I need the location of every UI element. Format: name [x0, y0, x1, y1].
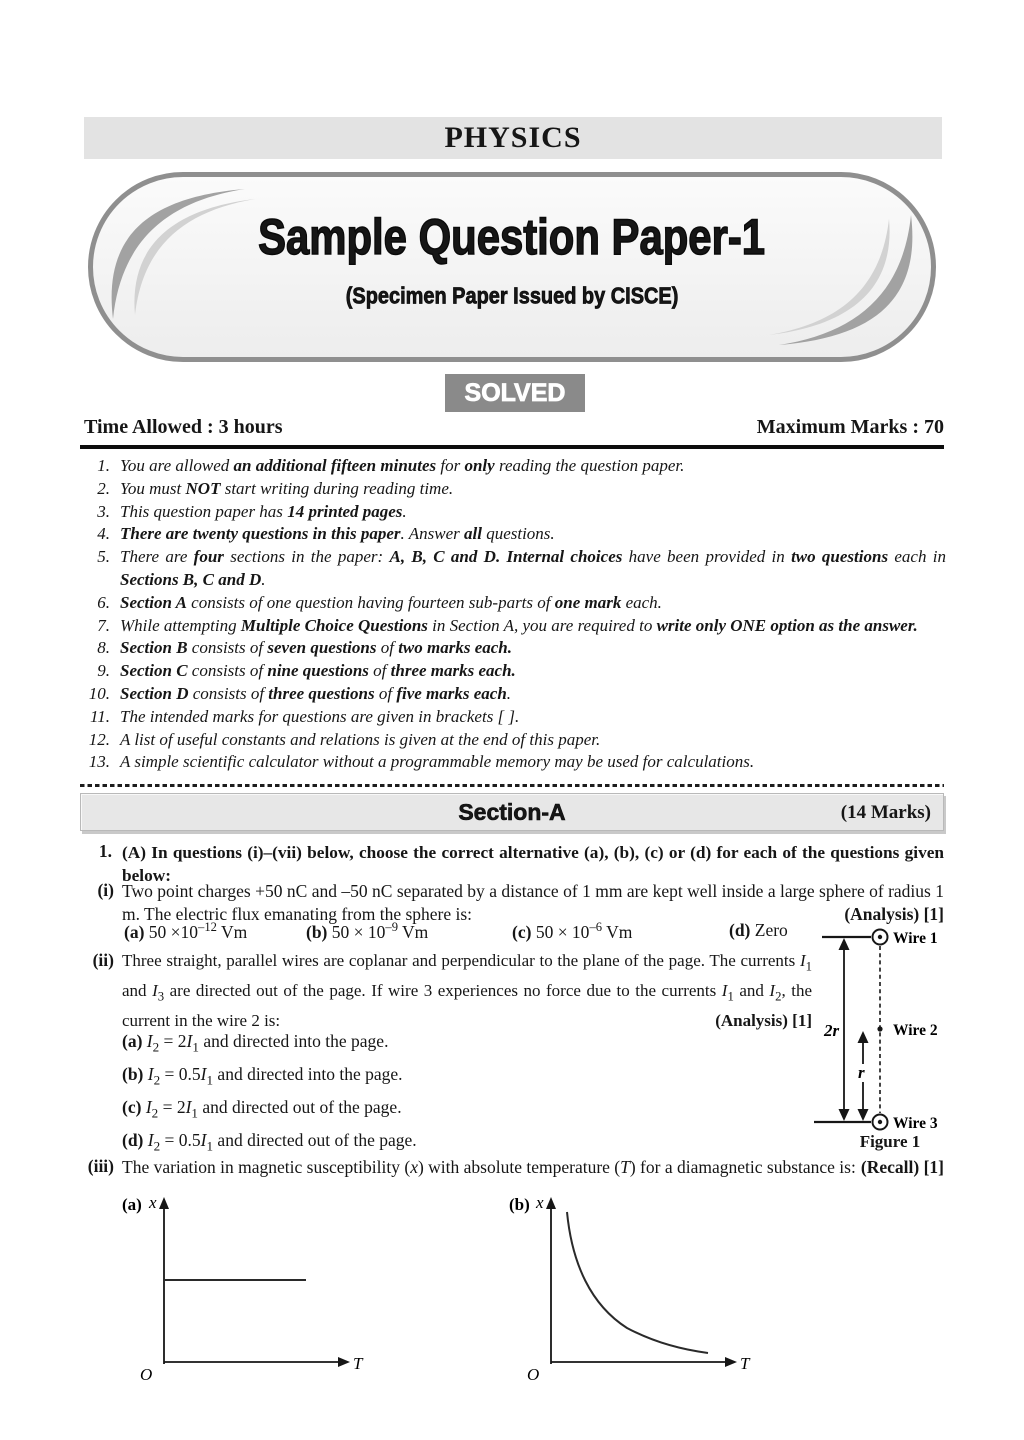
graph-option-a [118, 1192, 368, 1392]
maximum-marks: Maximum Marks : 70 [756, 416, 944, 438]
question-i-text: Two point charges +50 nC and –50 nC separated by a distance of 1 mm are kept well inside a large sphere of radius 1 m. The electric flux emanating from the sphere is: (Analysis) [1] [122, 881, 944, 924]
option-a: (a) $I_2 = 2I_1$ and directed into the page. [122, 1031, 389, 1055]
graph-option-b [505, 1192, 755, 1392]
question-1-header: (A) In questions (i)–(vii) below, choose the correct alternative (a), (b), (c) or (d) for each of the questions given below: [122, 843, 944, 885]
question-iii-skill-tag: (Recall) [1] [860, 1157, 944, 1177]
wire3-label: Wire 3 [893, 1115, 938, 1132]
option-c: (c) $50 \times 10^{-6}$ Vm [512, 920, 633, 942]
paper-subtitle: (Specimen Paper Issued by CISCE) [345, 284, 679, 309]
subject-band [84, 117, 942, 159]
option-d: (d) $I_2 = 0.5I_1$ and directed out of the page. [122, 1130, 417, 1154]
option-a: (a) $50 \times 10^{-12}$ Vm [124, 920, 248, 942]
question-iii-text: The variation in magnetic susceptibility (x) with absolute temperature (T) for a diamagnetic substance is: (Recall) [1] [122, 1157, 944, 1177]
option-b: (b) $50 \times 10^{-9}$ Vm [306, 920, 429, 942]
figure-1-wires-diagram [812, 925, 962, 1137]
instruction-item: 1. You are allowed an additional fifteen minutes for only reading the question paper. [97, 456, 685, 475]
instruction-item: 5. There are four sections in the paper: A, B, C and D. Internal choices have been provided in two questions each in Sections B, C and D. [97, 547, 946, 589]
question-ii-text: Three straight, parallel wires are coplanar and perpendicular to the plane of the page. The currents $I_1$ and $I_3$ are directed out of the page. If wire 3 experiences no force due to the currents $I_1$ and $I_2$, the current in the wire 2 is: (Analysis) [1] [122, 949, 812, 1034]
section-a-bar [80, 793, 944, 831]
time-allowed: Time Allowed : 3 hours [84, 416, 283, 438]
instruction-item: 8. Section B consists of seven questions of two marks each. [97, 638, 512, 658]
horizontal-rule [80, 445, 944, 449]
graph-b-xlabel: T [740, 1354, 750, 1373]
graph-a-ylabel: x [149, 1193, 157, 1212]
question-i-skill-tag: (Analysis) [1] [844, 904, 944, 924]
section-title: Section-A [458, 799, 566, 825]
question-1-number: 1. [98, 841, 112, 861]
instruction-item: 13. A simple scientific calculator without a programmable memory may be used for calculations. [88, 752, 755, 772]
figure-1-caption: Figure 1 [859, 1132, 921, 1151]
title-banner [88, 172, 936, 362]
solved-badge: SOLVED [445, 374, 585, 412]
instruction-item: 6. Section A consists of one question having fourteen sub-parts of one mark each. [97, 592, 662, 612]
wire1-label: Wire 1 [893, 930, 938, 947]
wire2-dot [877, 1026, 882, 1031]
exam-info-row [84, 416, 944, 439]
instruction-item: 4. There are twenty questions in this paper. Answer all questions. [97, 524, 555, 544]
paper-title: Sample Question Paper-1 [258, 207, 766, 265]
wire2-label: Wire 2 [893, 1022, 938, 1039]
option-b: (b) $I_2 = 0.5I_1$ and directed into the page. [122, 1064, 403, 1088]
question-ii-label: (ii) [92, 950, 114, 970]
section-marks: (14 Marks) [840, 802, 931, 823]
dashed-separator [80, 784, 944, 787]
graph-a-label: (a) [122, 1195, 142, 1214]
instruction-item: 12. A list of useful constants and relations is given at the end of this paper. [88, 729, 601, 749]
instruction-item: 7. While attempting Multiple Choice Questions in Section A, you are required to write only ONE option as the answer. [97, 615, 918, 635]
dim-label-2r: 2r [824, 1021, 840, 1040]
dim-label-r: r [858, 1063, 865, 1082]
instruction-item: 9. Section C consists of nine questions of three marks each. [97, 661, 516, 681]
banner-crescent-decoration [93, 177, 931, 357]
inverse-T-curve [567, 1212, 708, 1353]
graph-a-origin: O [140, 1365, 153, 1384]
question-iii-label: (iii) [87, 1156, 114, 1176]
option-c: (c) $I_2 = 2I_1$ and directed out of the page. [122, 1097, 402, 1121]
instruction-item: 11. The intended marks for questions are given in brackets [ ]. [90, 706, 520, 726]
instruction-item: 2. You must NOT start writing during reading time. [97, 478, 454, 498]
graph-a-xlabel: T [353, 1354, 363, 1373]
instruction-item: 10. Section D consists of three questions of five marks each. [88, 683, 512, 703]
question-i-label: (i) [97, 880, 114, 900]
graph-b-label: (b) [509, 1195, 530, 1214]
graph-b-origin: O [527, 1365, 540, 1384]
instruction-item: 3. This question paper has 14 printed pages. [97, 501, 407, 521]
subject-title: PHYSICS [444, 121, 582, 154]
graph-b-ylabel: x [536, 1193, 544, 1212]
question-ii-skill-tag: (Analysis) [1] [715, 1011, 812, 1031]
option-d: (d) Zero [729, 920, 788, 940]
general-instructions [80, 455, 946, 774]
